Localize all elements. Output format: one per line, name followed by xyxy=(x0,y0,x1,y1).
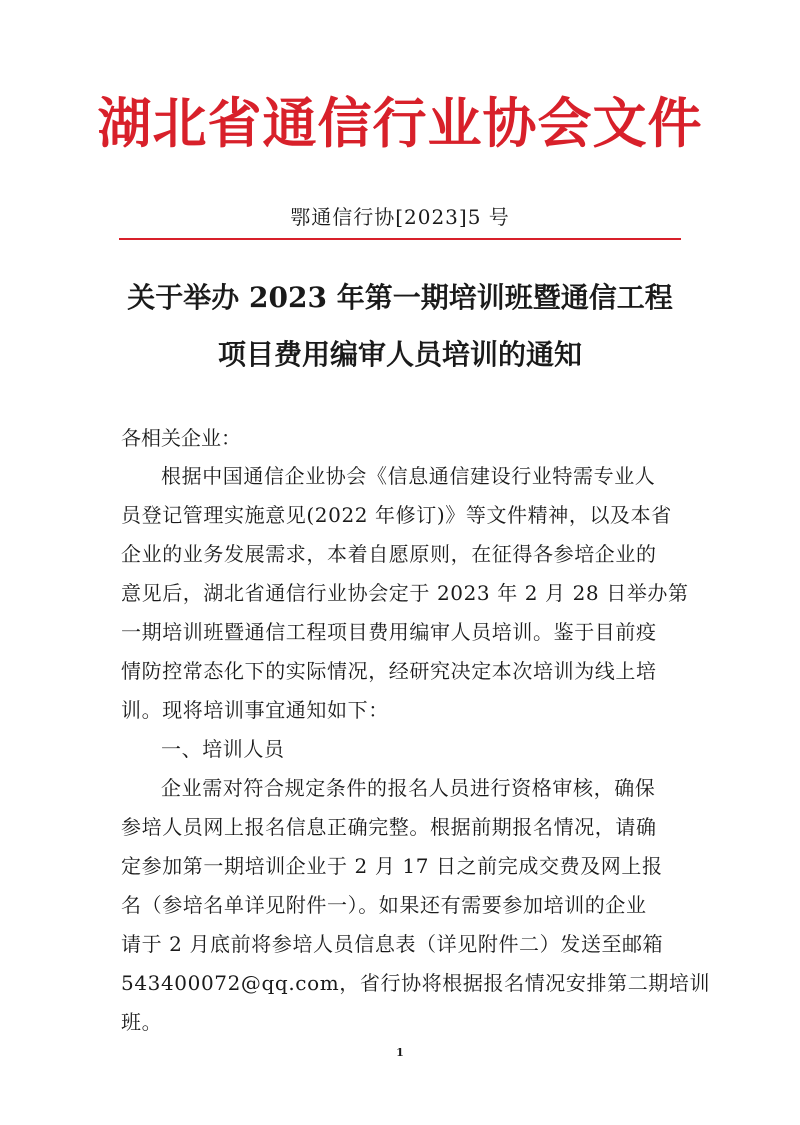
page-number: 1 xyxy=(396,1046,404,1059)
section-line: 班。 xyxy=(121,1010,163,1034)
section-line: 参培人员网上报名信息正确完整。根据前期报名情况，请确 xyxy=(121,815,657,839)
notice-title-line-1: 关于举办 2023 年第一期培训班暨通信工程 xyxy=(127,281,673,314)
section-line: 名（参培名单详见附件一）。如果还有需要参加培训的企业 xyxy=(121,893,647,917)
section-line: 543400072@qq.com，省行协将根据报名情况安排第二期培训 xyxy=(121,971,711,995)
section-heading: 一、培训人员 xyxy=(161,737,285,761)
paragraph-line: 根据中国通信企业协会《信息通信建设行业特需专业人 xyxy=(161,464,656,488)
paragraph-line: 一期培训班暨通信工程项目费用编审人员培训。鉴于目前疫 xyxy=(121,620,657,644)
paragraph-line: 员登记管理实施意见(2022 年修订)》等文件精神，以及本省 xyxy=(121,503,672,527)
salutation: 各相关企业： xyxy=(121,426,241,450)
paragraph-line: 训。现将培训事宜通知如下： xyxy=(121,698,389,722)
paragraph-line: 情防控常态化下的实际情况，经研究决定本次培训为线上培 xyxy=(121,659,657,683)
header-red-divider xyxy=(119,238,681,240)
paragraph-line: 企业的业务发展需求，本着自愿原则，在征得各参培企业的 xyxy=(121,542,657,566)
document-number: 鄂通信行协[2023]5 号 xyxy=(290,205,510,229)
paragraph-line: 意见后，湖北省通信行业协会定于 2023 年 2 月 28 日举办第 xyxy=(121,581,689,605)
notice-title-line-2: 项目费用编审人员培训的通知 xyxy=(217,338,582,371)
section-line: 请于 2 月底前将参培人员信息表（详见附件二）发送至邮箱 xyxy=(121,932,664,956)
section-line: 定参加第一期培训企业于 2 月 17 日之前完成交费及网上报 xyxy=(121,854,663,878)
document-header-title: 湖北省通信行业协会文件 xyxy=(97,92,703,155)
section-line: 企业需对符合规定条件的报名人员进行资格审核，确保 xyxy=(161,776,656,800)
